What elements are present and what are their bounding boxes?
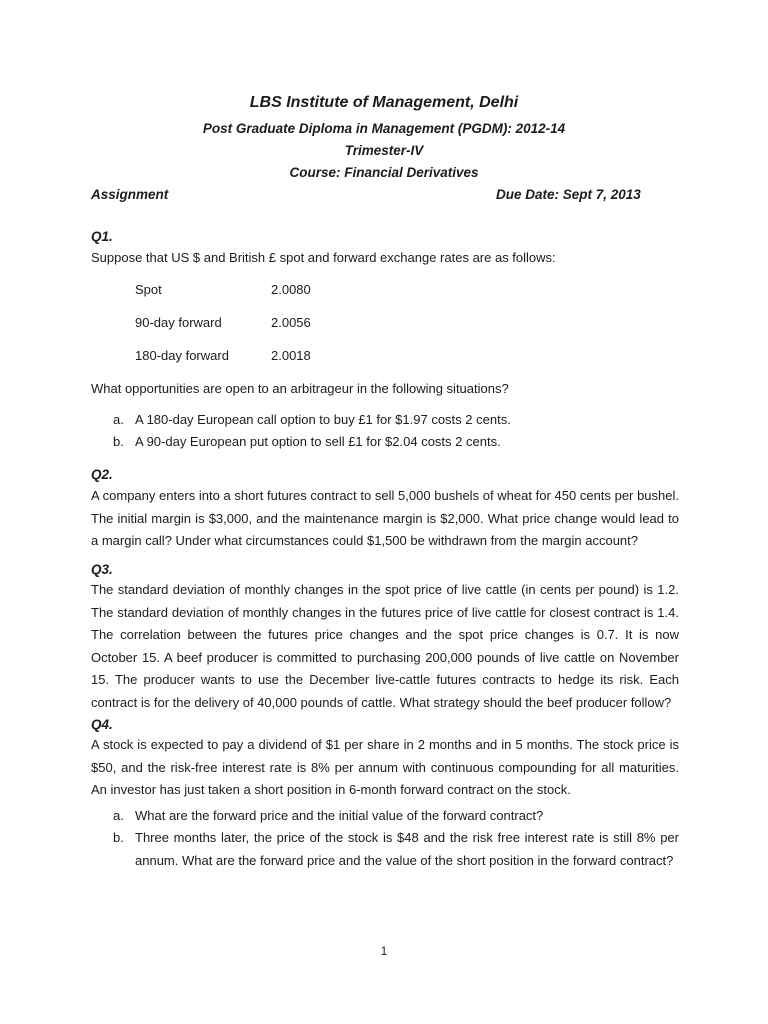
assignment-label: Assignment xyxy=(91,187,169,202)
institute-title: LBS Institute of Management, Delhi xyxy=(249,94,519,111)
rate-value-180day: 2.0018 xyxy=(271,348,311,363)
q1-heading: Q1. xyxy=(91,229,113,244)
list-item-text: A 180-day European call option to buy £1 for $1.97 costs 2 cents. xyxy=(135,412,511,427)
q2-text: A company enters into a short futures contract to sell 5,000 bushels of wheat for 450 cents per bushel. The initial margin is $3,000, and the maintenance margin is $2,000. What price change would lead to a margin call? Under what circumstances could $1,500 be withdrawn from the margin account? xyxy=(91,488,679,548)
q1-question: What opportunities are open to an arbitrageur in the following situations? xyxy=(91,381,509,396)
q4-item-a xyxy=(91,805,679,828)
rate-value-spot: 2.0080 xyxy=(271,282,311,297)
q2-heading: Q2. xyxy=(91,467,113,482)
q4-text: A stock is expected to pay a dividend of $1 per share in 2 months and in 5 months. The stock price is $50, and the risk-free interest rate is 8% per annum with continuous compounding for all maturities. An investor has just taken a short position in 6-month forward contract on the stock. xyxy=(91,737,679,797)
list-item-text: What are the forward price and the initial value of the forward contract? xyxy=(135,808,544,823)
list-marker: a. xyxy=(113,412,124,427)
q1-item-b xyxy=(91,431,679,454)
rate-name-spot: Spot xyxy=(135,282,162,297)
program-title: Post Graduate Diploma in Management (PGDM): 2012-14 xyxy=(202,121,566,136)
q3-text: The standard deviation of monthly changes in the spot price of live cattle (in cents per pound) is 1.2. The standard deviation of monthly changes in the futures price of live cattle for closest contract is 1.4. The correlation between the futures price changes and the spot price changes is 0.7. It is now October 15. A beef producer is committed to purchasing 200,000 pounds of live cattle on November 15. The producer wants to use the December live-cattle futures contracts to hedge its risk. Each contract is for the delivery of 40,000 pounds of cattle. What strategy should the beef producer follow? xyxy=(91,582,679,710)
rate-name-180day: 180-day forward xyxy=(135,348,229,363)
due-date-label: Due Date: Sept 7, 2013 xyxy=(496,187,641,202)
q1-intro: Suppose that US $ and British £ spot and forward exchange rates are as follows: xyxy=(91,250,556,265)
list-marker: b. xyxy=(113,434,124,449)
q4-heading: Q4. xyxy=(91,717,113,732)
rate-value-90day: 2.0056 xyxy=(271,315,311,330)
list-item-text: A 90-day European put option to sell £1 for $2.04 costs 2 cents. xyxy=(135,434,501,449)
q1-item-a xyxy=(91,409,679,432)
trimester-label: Trimester-IV xyxy=(344,143,424,158)
course-label: Course: Financial Derivatives xyxy=(289,165,479,180)
list-item-text: Three months later, the price of the stock is $48 and the risk free interest rate is still 8% per annum. What are the forward price and the value of the short position in the forward contract? xyxy=(135,830,679,868)
rate-name-90day: 90-day forward xyxy=(135,315,222,330)
list-marker: b. xyxy=(113,830,124,845)
list-marker: a. xyxy=(113,808,124,823)
q3-heading: Q3. xyxy=(91,562,113,577)
q4-item-b xyxy=(91,827,679,872)
page-number: 1 xyxy=(380,944,388,958)
